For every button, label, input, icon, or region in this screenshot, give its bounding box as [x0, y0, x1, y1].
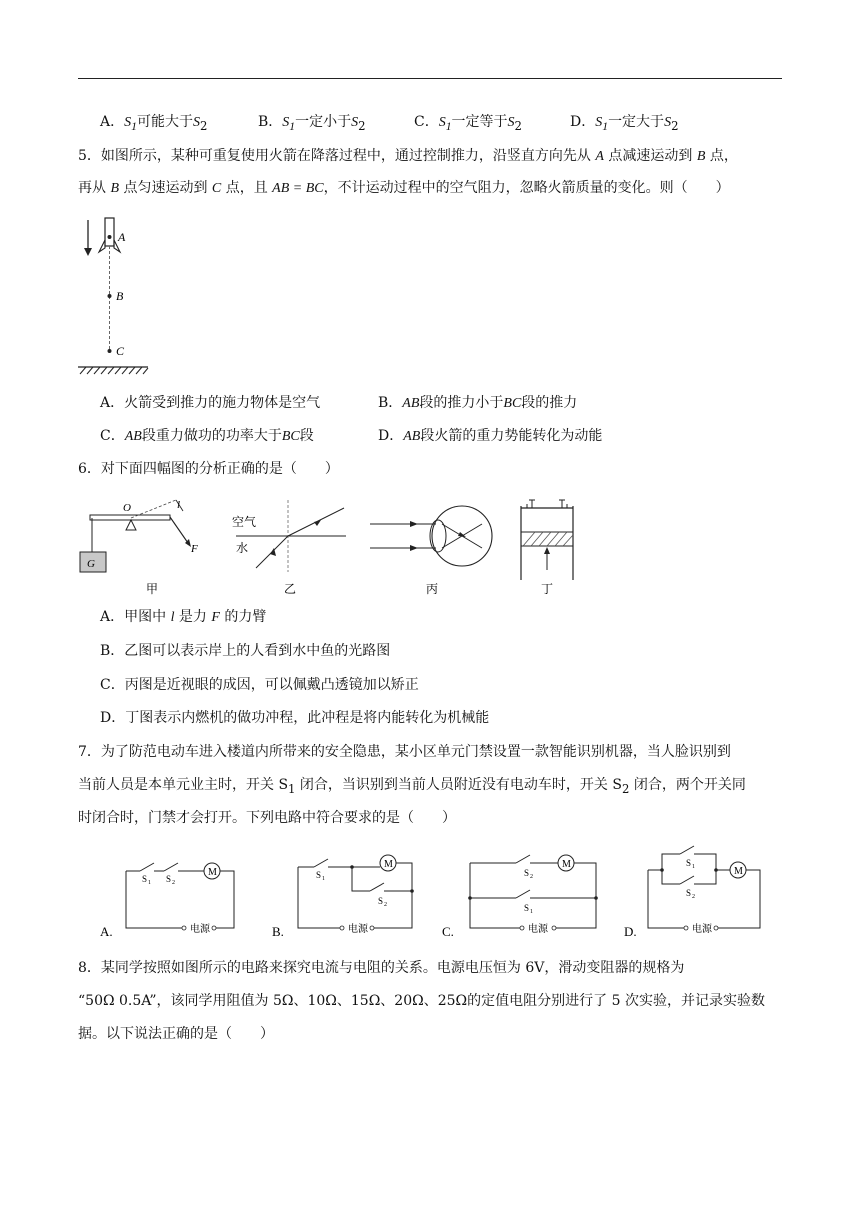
weight-g-label: G — [87, 558, 95, 570]
q6-figure-yi-refraction — [226, 496, 356, 602]
q7-stem-line1: 7．为了防范电动车进入楼道内所带来的安全隐患，某小区单元门禁设置一款智能识别机器，当人脸识别到 — [78, 744, 731, 760]
water-label: 水 — [236, 541, 249, 555]
fulcrum-o-label: O — [123, 502, 131, 514]
point-b-label: B — [116, 289, 124, 303]
svg-text:电源: 电源 — [528, 924, 548, 935]
svg-text:1: 1 — [322, 876, 325, 882]
svg-text:S: S — [524, 903, 530, 913]
q5-option-c[interactable]: C．AB段重力做功的功率大于BC段 — [100, 428, 314, 444]
q8-stem-line2: “50Ω 0.5A”，该同学用阻值为 5Ω、10Ω、15Ω、20Ω、25Ω的定值电阻分别进行了 5 次实验，并记录实验数 — [78, 993, 765, 1009]
caption-ding: 丁 — [541, 582, 554, 596]
q5-option-a[interactable]: A．火箭受到推力的施力物体是空气 — [100, 395, 321, 411]
svg-text:S: S — [378, 896, 384, 906]
q7-circuit-c[interactable] — [440, 850, 610, 942]
svg-text:M: M — [384, 859, 393, 870]
header-rule — [78, 78, 782, 79]
svg-text:A.: A. — [100, 924, 113, 939]
q6-figure-ding-engine — [514, 496, 584, 602]
q6-option-d[interactable]: D．丁图表示内燃机的做功冲程，此冲程是将内能转化为机械能 — [100, 710, 490, 726]
q6-stem: 6．对下面四幅图的分析正确的是（ ） — [78, 461, 339, 477]
svg-text:2: 2 — [384, 902, 387, 908]
switch-s2-label: S — [166, 874, 172, 884]
q8-stem-line3: 据。以下说法正确的是（ ） — [78, 1026, 274, 1042]
air-label: 空气 — [232, 515, 257, 529]
q4-option-c[interactable]: C．$S_1$一定等于$S_2$ — [414, 114, 522, 133]
svg-text:S: S — [686, 858, 692, 868]
power-source-label: 电源 — [190, 924, 210, 935]
q5-option-b[interactable]: B．AB段的推力小于BC段的推力 — [378, 395, 578, 411]
svg-text:C.: C. — [442, 924, 454, 939]
motor-m-label: M — [208, 867, 217, 878]
svg-text:S: S — [686, 888, 692, 898]
svg-text:2: 2 — [172, 880, 175, 886]
svg-text:2: 2 — [530, 874, 533, 880]
force-f-label: F — [191, 543, 198, 555]
q5-stem-line2: 再从 B 点匀速运动到 C 点，且 AB = BC，不计运动过程中的空气阻力，忽略火箭质量的变化。则（ ） — [78, 180, 730, 196]
q4-option-a[interactable]: A．$S_1$可能大于$S_2$ — [100, 114, 208, 133]
caption-bing: 丙 — [426, 582, 439, 596]
svg-text:电源: 电源 — [348, 924, 368, 935]
svg-text:M: M — [734, 866, 743, 877]
svg-text:2: 2 — [692, 894, 695, 900]
svg-text:M: M — [562, 859, 571, 870]
switch-s1-label: S — [142, 874, 148, 884]
rocket-figure — [78, 214, 168, 380]
q5-stem-line1: 5．如图所示，某种可重复使用火箭在降落过程中，通过控制推力，沿竖直方向先从 A 点减速运动到 B 点， — [78, 148, 738, 164]
point-c-label: C — [116, 344, 125, 358]
q5-option-d[interactable]: D．AB段火箭的重力势能转化为动能 — [378, 428, 603, 444]
caption-jia: 甲 — [146, 582, 159, 596]
q7-circuit-a[interactable] — [98, 850, 238, 942]
svg-text:1: 1 — [148, 880, 151, 886]
svg-text:S: S — [524, 868, 530, 878]
svg-text:电源: 电源 — [692, 924, 712, 935]
q7-stem-line2: 当前人员是本单元业主时，开关 $S_1$ 闭合，当识别到当前人员附近没有电动车时，开关 $S_2$ 闭合，两个开关同 — [78, 777, 746, 796]
q6-option-a[interactable]: A．甲图中 l 是力 F 的力臂 — [100, 609, 267, 625]
point-a-label: A — [118, 230, 126, 244]
svg-text:B.: B. — [272, 924, 284, 939]
caption-yi: 乙 — [284, 582, 297, 596]
q4-option-d[interactable]: D．$S_1$一定大于$S_2$ — [570, 114, 679, 133]
svg-text:1: 1 — [530, 909, 533, 915]
q6-figure-bing-eye — [370, 496, 500, 602]
q7-stem-line3: 时闭合时，门禁才会打开。下列电路中符合要求的是（ ） — [78, 810, 456, 826]
arm-l-label: l — [177, 499, 181, 511]
q6-figure-jia-lever — [76, 496, 206, 602]
svg-text:S: S — [316, 870, 322, 880]
q6-option-b[interactable]: B．乙图可以表示岸上的人看到水中鱼的光路图 — [100, 643, 391, 659]
svg-text:D.: D. — [624, 924, 637, 939]
q7-circuit-b[interactable] — [270, 850, 420, 942]
q7-circuit-d[interactable] — [622, 850, 772, 942]
q6-option-c[interactable]: C．丙图是近视眼的成因，可以佩戴凸透镜加以矫正 — [100, 677, 419, 693]
svg-text:1: 1 — [692, 864, 695, 870]
q8-stem-line1: 8．某同学按照如图所示的电路来探究电流与电阻的关系。电源电压恒为 6V，滑动变阻器的规格为 — [78, 960, 685, 976]
q4-option-b[interactable]: B．$S_1$一定小于$S_2$ — [258, 114, 366, 133]
